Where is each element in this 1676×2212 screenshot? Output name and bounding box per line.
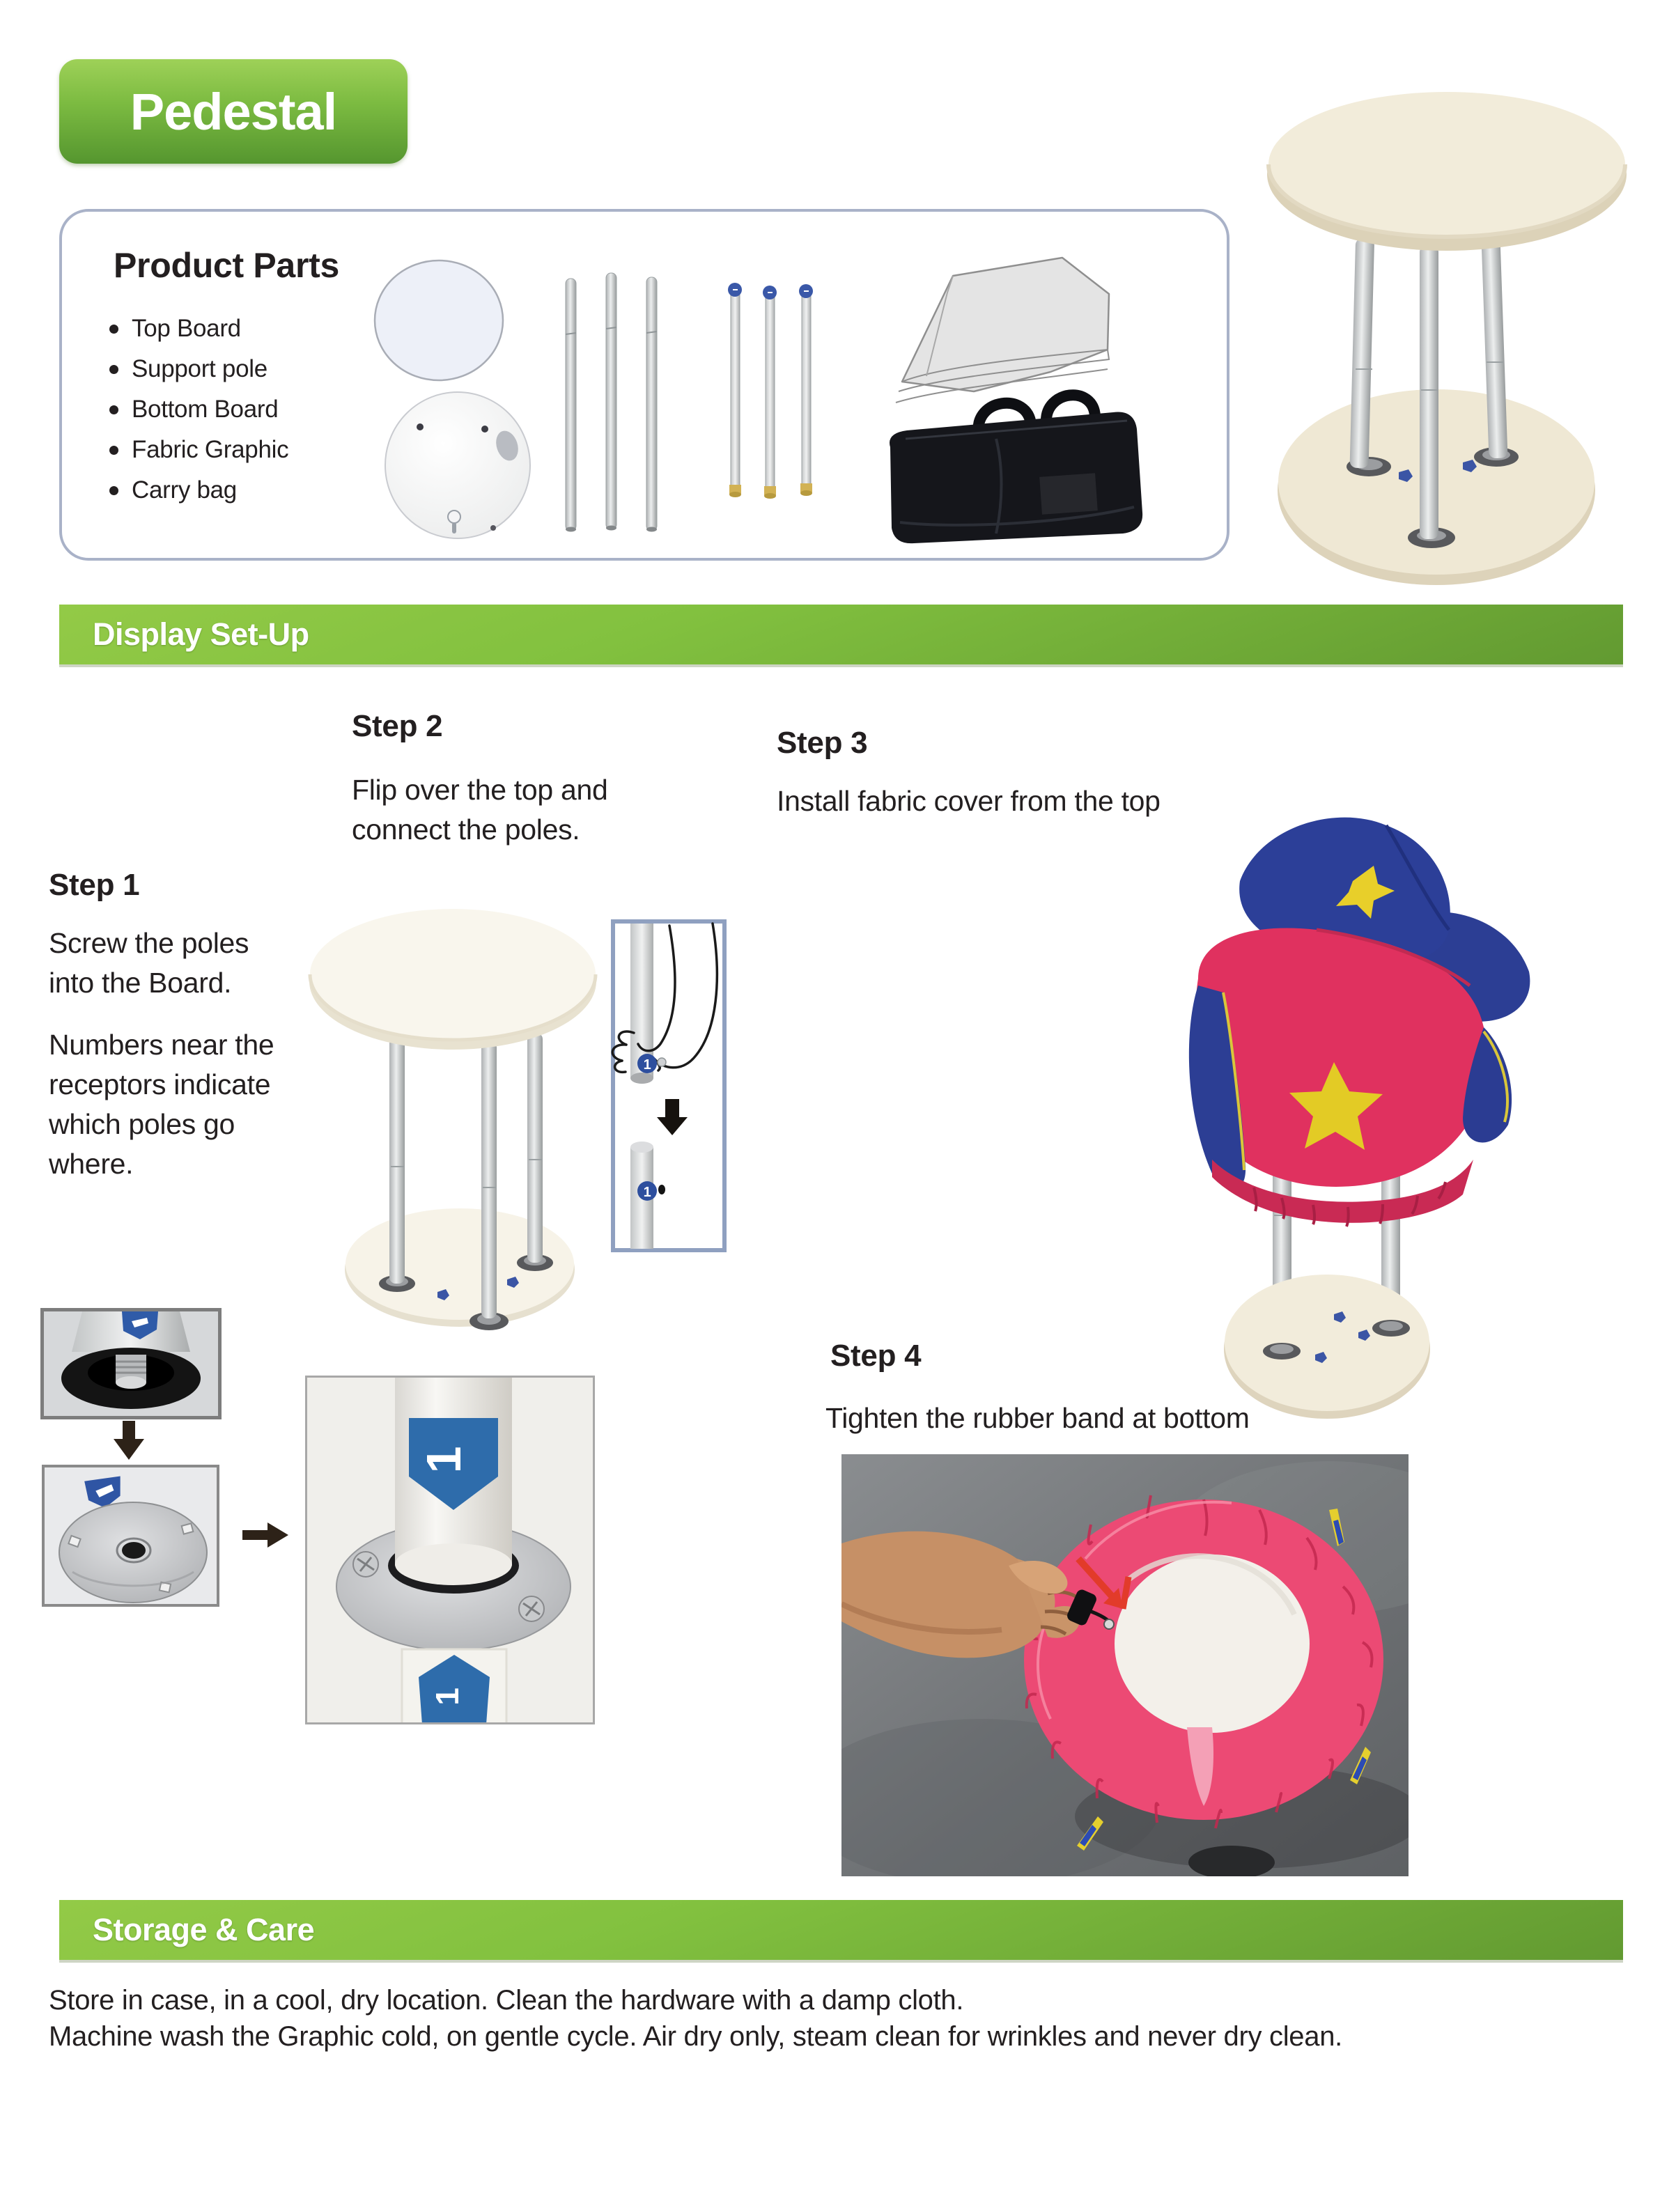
step3-text: Install fabric cover from the top bbox=[777, 785, 1161, 817]
step2-pole-connection-inset bbox=[612, 921, 724, 1250]
step4-text: Tighten the rubber band at bottom bbox=[825, 1402, 1250, 1434]
section-banner-display-setup bbox=[59, 605, 1623, 664]
care-instruction-line2: Machine wash the Graphic cold, on gentle cycle. Air dry only, steam clean for wrinkles and never dry clean. bbox=[49, 2021, 1342, 2052]
step1-label: Step 1 bbox=[49, 868, 140, 902]
step2-label: Step 2 bbox=[352, 709, 443, 743]
step2-stand-illustration bbox=[307, 895, 752, 1369]
support-poles-image bbox=[566, 273, 657, 532]
product-part-item: Carry bag bbox=[108, 476, 288, 504]
top-board-image bbox=[375, 260, 503, 380]
step1-text-1: Screw the poles into the Board. bbox=[49, 927, 249, 999]
step1-pole-installed-photo bbox=[305, 1376, 595, 1724]
care-instruction-line1: Store in case, in a cool, dry location. Clean the hardware with a damp cloth. bbox=[49, 1985, 964, 2016]
section-title: Storage & Care bbox=[93, 1912, 315, 1947]
step1-pole-end-photo bbox=[40, 1308, 222, 1419]
arrow-right-icon bbox=[242, 1522, 288, 1548]
product-parts-heading: Product Parts bbox=[114, 246, 339, 285]
bottom-board-image bbox=[385, 392, 530, 538]
step4-rubber-band-photo bbox=[841, 1454, 1409, 1876]
numbered-poles-image bbox=[728, 283, 813, 499]
step1-board-receptor-photo bbox=[42, 1465, 219, 1607]
product-part-item: Fabric Graphic bbox=[108, 436, 288, 464]
arrow-down-icon bbox=[114, 1421, 144, 1460]
product-part-item: Top Board bbox=[108, 315, 288, 343]
carry-bag-image bbox=[890, 395, 1142, 543]
fabric-bundle bbox=[1189, 818, 1530, 1226]
step2-text: Flip over the top and connect the poles. bbox=[352, 774, 608, 846]
fabric-graphic-image bbox=[896, 258, 1109, 403]
product-part-item: Bottom Board bbox=[108, 396, 288, 423]
step3-fabric-cover-photo bbox=[1156, 797, 1546, 1424]
pole-number-label: 1 bbox=[429, 1688, 465, 1706]
pole-number-label: 1 bbox=[643, 1185, 651, 1200]
step4-label: Step 4 bbox=[830, 1339, 922, 1373]
product-part-item: Support pole bbox=[108, 355, 288, 383]
product-parts-list bbox=[108, 315, 288, 517]
pole-number-label: 1 bbox=[417, 1446, 471, 1474]
page-title-badge bbox=[59, 59, 408, 164]
step3-label: Step 3 bbox=[777, 726, 868, 760]
board-number-sticker bbox=[402, 1649, 506, 1722]
product-parts-illustration bbox=[348, 230, 1219, 550]
pole-number-label: 1 bbox=[643, 1057, 651, 1073]
page-title: Pedestal bbox=[130, 82, 337, 141]
section-title: Display Set-Up bbox=[93, 616, 309, 652]
step1-text-2: Numbers near the receptors indicate which poles go where. bbox=[49, 1029, 274, 1180]
assembled-pedestal-photo bbox=[1254, 42, 1644, 592]
section-banner-storage-care bbox=[59, 1900, 1623, 1960]
